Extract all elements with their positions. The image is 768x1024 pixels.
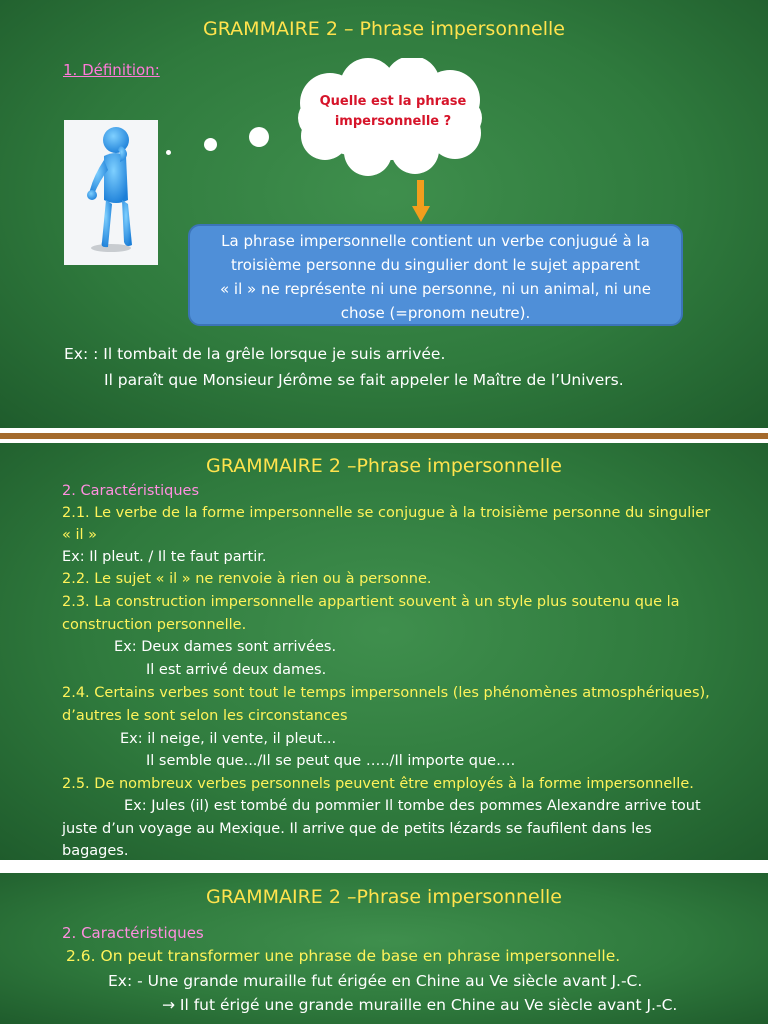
- example-line: Ex: il neige, il vente, il pleut...: [120, 731, 337, 747]
- down-arrow-icon: [417, 180, 424, 208]
- definition-answer-box: [188, 224, 683, 326]
- example-line: → Il fut érigé une grande muraille en Chine au Ve siècle avant J.-C.: [162, 996, 678, 1014]
- answer-line: La phrase impersonnelle contient un verbe conjugué à la: [221, 232, 650, 250]
- rule-2-5: 2.5. De nombreux verbes personnels peuvent être employés à la forme impersonnelle.: [62, 776, 694, 792]
- answer-line: « il » ne représente ni une personne, ni un animal, ni une: [219, 280, 651, 298]
- rule-2-1-cont: « il »: [62, 527, 98, 543]
- rule-2-6: 2.6. On peut transformer une phrase de base en phrase impersonnelle.: [66, 947, 621, 965]
- slide-separator: [0, 860, 768, 873]
- thought-dot-medium: [204, 138, 217, 151]
- thought-dot-small: [166, 150, 171, 155]
- rule-2-1: 2.1. Le verbe de la forme impersonnelle se conjugue à la troisième personne du singulier: [62, 505, 711, 521]
- slide1-title: GRAMMAIRE 2 – Phrase impersonnelle: [203, 18, 565, 40]
- section-heading: 2. Caractéristiques: [62, 483, 200, 499]
- rule-2-2: 2.2. Le sujet « il » ne renvoie à rien ou à personne.: [62, 571, 432, 587]
- answer-line: troisième personne du singulier dont le sujet apparent: [231, 256, 640, 274]
- example-line: Il est arrivé deux dames.: [146, 662, 327, 678]
- example-line: Il paraît que Monsieur Jérôme se fait appeler le Maître de l’Univers.: [104, 371, 624, 389]
- slide-definition: [0, 0, 768, 428]
- rule-2-4: 2.4. Certains verbes sont tout le temps impersonnels (les phénomènes atmosphériques),: [62, 685, 710, 701]
- section-heading: 2. Caractéristiques: [62, 924, 204, 942]
- answer-line: chose (=pronom neutre).: [340, 304, 531, 322]
- slide-caracteristiques: [0, 443, 768, 860]
- definition-heading: 1. Définition:: [63, 61, 160, 79]
- example-line: Ex: - Une grande muraille fut érigée en Chine au Ve siècle avant J.-C.: [108, 972, 643, 990]
- example-line: bagages.: [62, 843, 129, 859]
- thinking-figure-icon: [64, 120, 158, 265]
- rule-2-4-cont: d’autres le sont selon les circonstances: [62, 708, 348, 724]
- example-line: juste d’un voyage au Mexique. Il arrive que de petits lézards se faufilent dans les: [62, 821, 652, 837]
- slide-caracteristiques-2: [0, 873, 768, 1024]
- down-arrow-head: [412, 206, 430, 222]
- example-line: Ex: Deux dames sont arrivées.: [114, 639, 337, 655]
- slide-separator: [0, 428, 768, 443]
- slide3-title: GRAMMAIRE 2 –Phrase impersonnelle: [206, 886, 562, 908]
- example-line: Ex: Il pleut. / Il te faut partir.: [62, 549, 267, 565]
- example-line: Il semble que.../Il se peut que …../Il importe que….: [146, 753, 516, 769]
- cloud-question: Quelle est la phrase impersonnelle ?: [319, 94, 467, 129]
- example-line: Ex: Jules (il) est tombé du pommier Il tombe des pommes Alexandre arrive tout: [124, 798, 701, 814]
- rule-2-3: 2.3. La construction impersonnelle appartient souvent à un style plus soutenu que la: [62, 594, 680, 610]
- slide2-title: GRAMMAIRE 2 –Phrase impersonnelle: [206, 455, 562, 477]
- example-line: Ex: : Il tombait de la grêle lorsque je suis arrivée.: [64, 345, 446, 363]
- thought-dot-large: [249, 127, 269, 147]
- rule-2-3-cont: construction personnelle.: [62, 617, 247, 633]
